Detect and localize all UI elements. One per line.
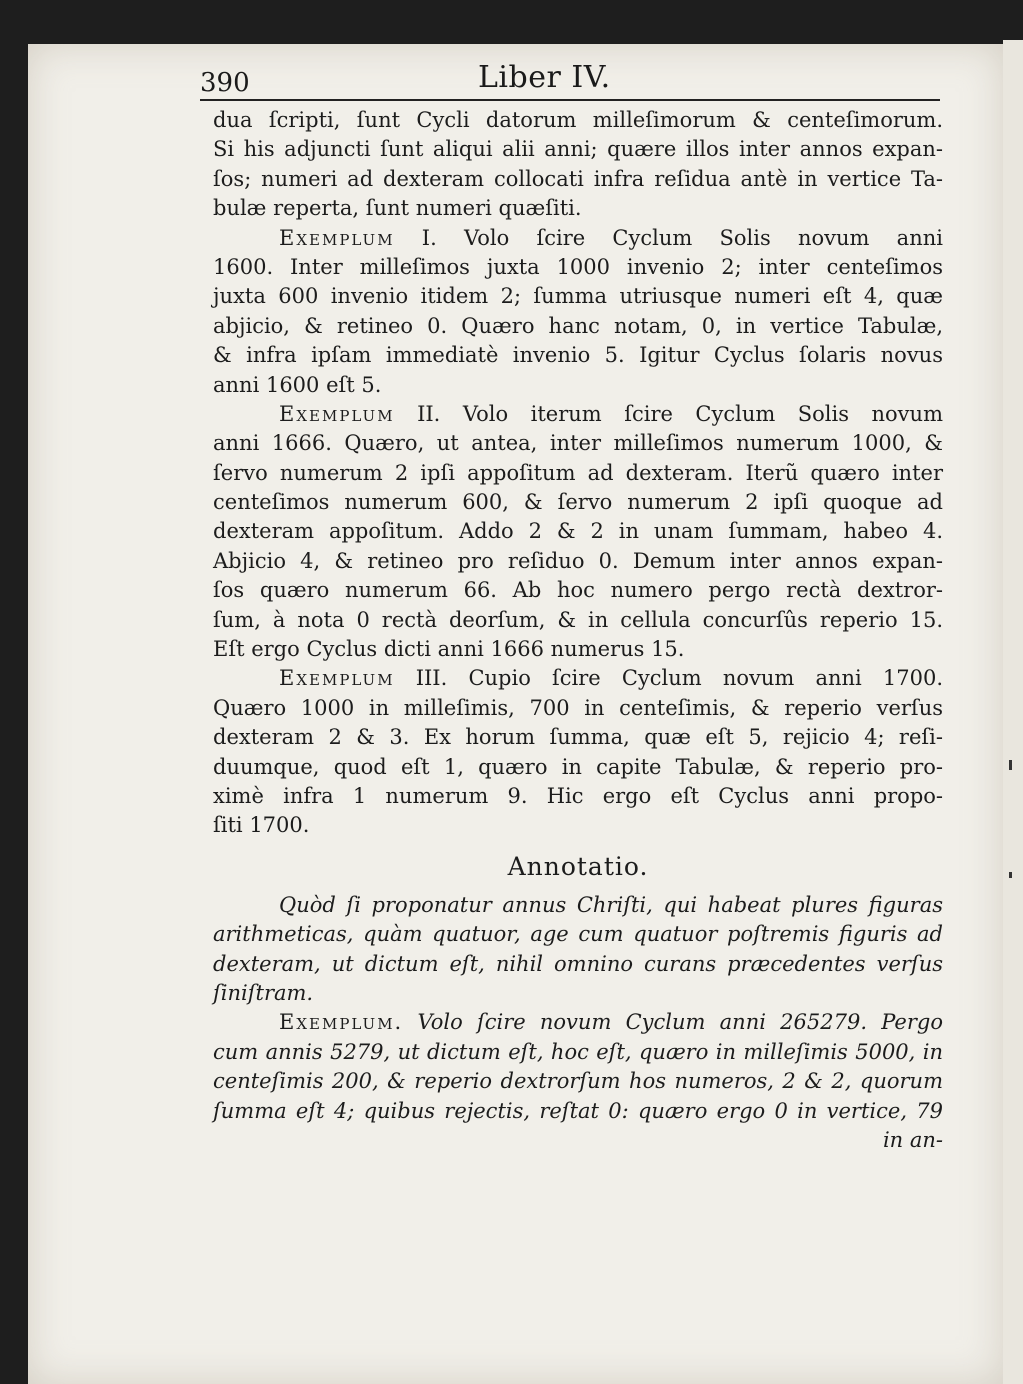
text-line: dexteram appoſitum. Addo 2 & 2 in unam ſummam, habeo 4. [213,519,943,544]
header-rule [200,99,940,101]
text-line: anni 1666. Quæro, ut antea, inter milleſimos numerum 1000, & [213,431,943,456]
example-first-line [213,664,943,693]
text-line: ſervo numerum 2 ipſi appoſitum ad dexteram. Iterũ quæro inter [213,460,943,485]
text-line: ſum, à nota 0 rectà deorſum, & in cellula concurſûs reperio 15. [213,607,943,632]
example-label: Exemplum. [279,1010,404,1035]
text-line: & infra ipſam immediatè invenio 5. Igitur Cyclus ſolaris novus [213,343,943,368]
example-4 [213,1008,943,1155]
example-3 [213,664,943,840]
example-text: Cupio ſcire Cyclum novum anni 1700. [468,666,943,691]
text-line: dua ſcripti, ſunt Cycli datorum milleſimorum & centeſimorum. [213,108,943,132]
section-heading: Annotatio. [507,851,649,881]
text-line: Eſt ergo Cyclus dicti anni 1666 numerus 15. [213,637,685,662]
example-text: Volo ſcire novum Cyclum anni 265279. Pergo [417,1010,943,1035]
annotation-paragraph [213,891,943,1009]
text-line: anni 1600 eſt 5. [213,372,382,397]
text-line: abjicio, & retineo 0. Quæro hanc notam, 0, in vertice Tabulæ, [213,313,943,338]
page-text [213,106,943,1155]
text-line: ximè infra 1 numerum 9. Hic ergo eſt Cyclus anni propo- [213,783,943,808]
page-header [200,60,940,100]
text-line: ſiniſtram. [213,980,314,1005]
text-line: duumque, quod eſt 1, quæro in capite Tabulæ, & reperio pro- [213,754,943,779]
text-line: juxta 600 invenio itidem 2; ſumma utriusque numeri eſt 4, quæ [213,284,943,309]
catchword: in an- [882,1127,943,1152]
text-line: Si his adjuncti ſunt aliqui alii anni; quære illos inter annos expan- [213,137,943,162]
example-1 [213,224,943,400]
example-text: Volo iterum ſcire Cyclum Solis novum [462,401,943,426]
margin-mark [1009,760,1012,770]
text-line: Quòd ſi proponatur annus Chriſti, qui habeat plures figuras [279,892,943,917]
text-line: arithmeticas, quàm quatuor, age cum quatuor poſtremis figuris ad [213,922,943,947]
example-label: Exemplum [279,225,395,250]
example-numeral: II. [417,401,441,426]
facing-page-edge [1003,40,1023,1384]
text-line: ſos; numeri ad dexteram collocati infra reſidua antè in vertice Ta- [213,166,943,191]
text-line: bulæ reperta, ſunt numeri quæſiti. [213,196,582,221]
example-first-line [213,400,943,429]
margin-mark [1009,872,1012,878]
text-line: Quæro 1000 in milleſimis, 700 in centeſimis, & reperio verſus [213,695,943,720]
text-line: 1600. Inter milleſimos juxta 1000 invenio 2; inter centeſimos [213,254,943,279]
text-line: ſumma eſt 4; quibus rejectis, reſtat 0: quæro ergo 0 in vertice, 79 [213,1098,943,1123]
text-line: Abjicio 4, & retineo pro reſiduo 0. Demum inter annos expan- [213,548,943,573]
paragraph-main [213,106,943,224]
text-line: centeſimis 200, & reperio dextrorſum hos numeros, 2 & 2, quorum [213,1069,943,1094]
example-2 [213,400,943,665]
text-line: dexteram, ut dictum eſt, nihil omnino curans præcedentes verſus [213,951,943,976]
example-label: Exemplum [279,666,395,691]
example-numeral: I. [421,225,437,250]
text-line: cum annis 5279, ut dictum eſt, hoc eſt, quæro in milleſimis 5000, in [213,1039,943,1064]
example-first-line [213,224,943,253]
page-number: 390 [200,68,250,98]
example-numeral: III. [415,666,448,691]
example-label: Exemplum [279,401,395,426]
text-line: ſos quæro numerum 66. Ab hoc numero pergo rectà dextror- [213,578,943,603]
text-line: dexteram 2 & 3. Ex horum ſumma, quæ eſt 5, rejicio 4; reſi- [213,725,943,750]
example-text: Volo ſcire Cyclum Solis novum anni [464,225,943,250]
text-line: centeſimos numerum 600, & ſervo numerum 2 ipſi quoque ad [213,490,943,515]
running-title: Liber IV. [478,60,611,95]
text-line: ſiti 1700. [213,813,310,838]
example-first-line [213,1008,943,1037]
